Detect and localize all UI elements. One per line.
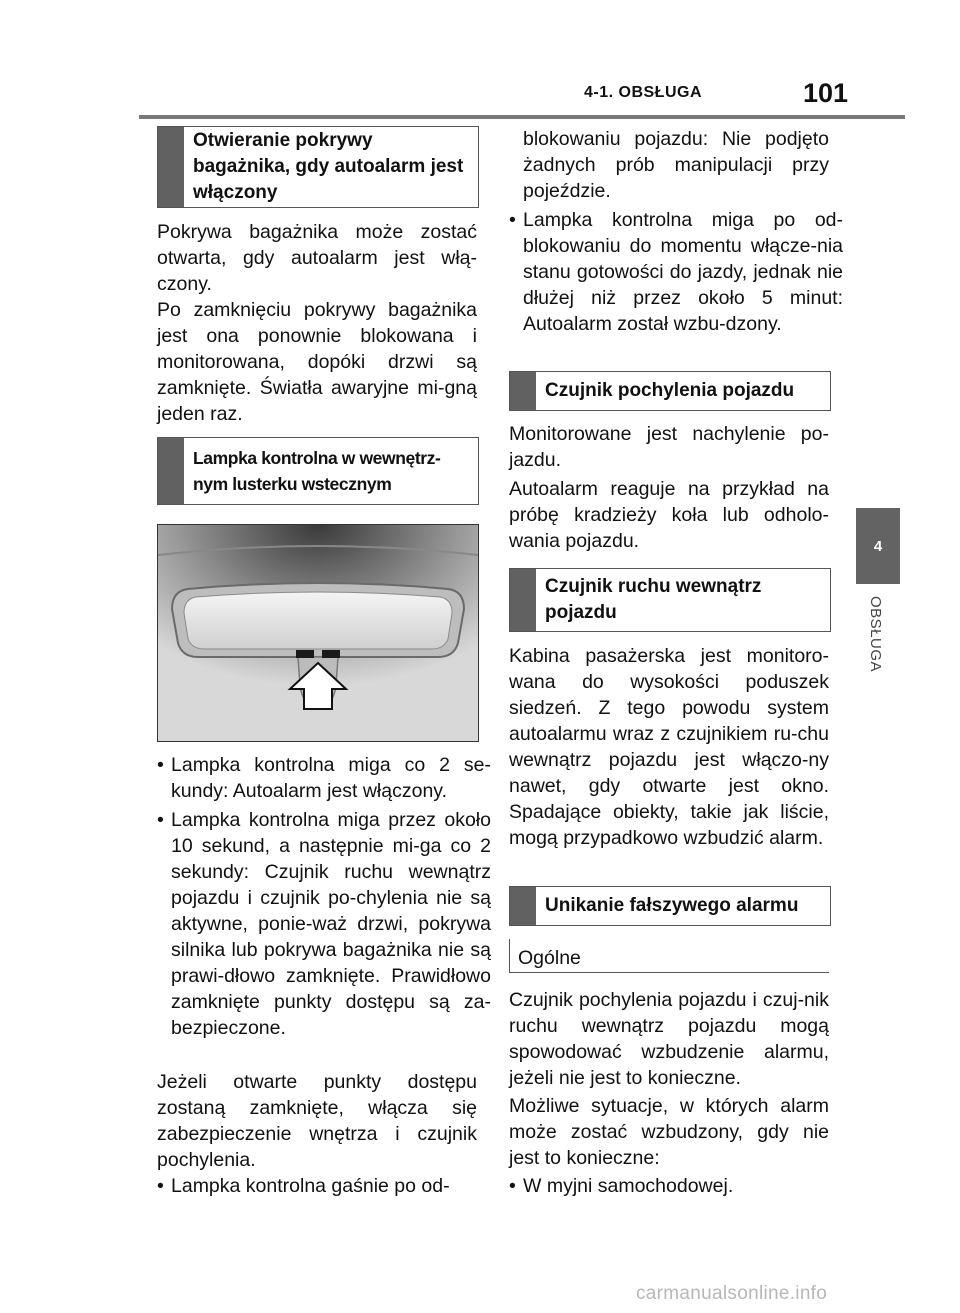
bullet-item <box>509 1173 843 1199</box>
bullet-item <box>509 207 843 337</box>
heading-title: Czujnik ruchu wewnątrz pojazdu <box>545 576 762 623</box>
header-section-title: 4-1. OBSŁUGA <box>583 84 702 101</box>
bullet-text: Lampka kontrolna gaśnie po od- <box>171 1175 450 1197</box>
heading-title: Czujnik pochylenia pojazdu <box>545 380 795 401</box>
paragraph: Monitorowane jest nachylenie po-jazdu. <box>509 423 829 471</box>
paragraph: Autoalarm reaguje na przykład na próbę kradzieży koła lub odholo-wania pojazdu. <box>509 478 829 552</box>
chapter-tab[interactable] <box>856 508 900 584</box>
bullet-text: W myjni samochodowej. <box>523 1175 734 1197</box>
paragraph: Po zamknięciu pokrywy bagażnika jest ona ponownie blokowana i monitorowana, dopóki drzwi są zamknięte. Światła awaryjne mi-gną jeden raz. <box>157 299 477 425</box>
paragraph: Możliwe sytuacje, w których alarm może zostać wzbudzony, gdy nie jest to konieczne: <box>509 1095 829 1169</box>
subheading-general: Ogólne <box>509 939 829 973</box>
chapter-label: OBSŁUGA <box>867 596 884 673</box>
rearview-mirror-illustration <box>157 524 479 742</box>
bullet-symbol: • <box>509 209 516 231</box>
paragraph: Jeżeli otwarte punkty dostępu zostaną zamknięte, włącza się zabezpieczenie wnętrza i czujnik pochylenia. <box>157 1071 477 1171</box>
heading-box-false-alarm <box>509 886 831 926</box>
mirror-drawing <box>158 525 478 741</box>
bullet-text: Lampka kontrolna miga co 2 se-kundy: Autoalarm jest włączony. <box>171 754 491 802</box>
heading-bar <box>510 372 536 410</box>
heading-bar <box>510 569 536 631</box>
watermark-url: carmanualsonline.info <box>636 1283 828 1304</box>
paragraph-continuation: blokowaniu pojazdu: Nie podjęto żadnych prób manipulacji przy pojeździe. <box>523 128 829 202</box>
bullet-item <box>157 807 491 1041</box>
paragraph: Pokrywa bagażnika może zostać otwarta, gdy autoalarm jest włą-czony. <box>157 221 477 295</box>
heading-title: Otwieranie pokrywy bagażnika, gdy autoalarm jest włączony <box>193 130 464 203</box>
heading-box-indicator-lamp <box>157 437 479 505</box>
heading-box-motion-sensor <box>509 568 831 632</box>
bullet-text: Lampka kontrolna miga przez około 10 sekund, a następnie mi-ga co 2 sekundy: Czujnik ruchu wewnątrz pojazdu i czujnik po-chylenia nie są aktywne, ponie-waż drzwi, pokrywa silnika lub pokrywa bagażnika nie są prawi-dłowo zamknięte. Prawidłowo zamknięte punkty dostępu są za-bezpieczone. <box>171 809 491 1039</box>
heading-bar <box>158 438 184 504</box>
bullet-symbol: • <box>157 809 164 831</box>
paragraph: Kabina pasażerska jest monitoro-wana do wysokości poduszek siedzeń. Z tego powodu system autoalarmu wraz z czujnikiem ru-chu wewnątrz pojazdu jest włączo-ny nawet, gdy otwarte jest okno. Spadające obiekty, takie jak liście, mogą przypadkowo wzbudzić alarm. <box>509 645 829 849</box>
heading-box-trunk-opening <box>157 126 479 208</box>
page-number: 101 <box>803 78 849 108</box>
bullet-text: Lampka kontrolna miga po od-blokowaniu do momentu włącze-nia stanu gotowości do jazdy, jednak nie dłużej niż przez około 5 minut: Autoalarm został wzbu-dzony. <box>523 209 843 335</box>
bullet-symbol: • <box>157 1175 164 1197</box>
heading-bar <box>158 127 184 207</box>
bullet-item <box>157 752 491 804</box>
bullet-symbol: • <box>157 754 164 776</box>
heading-bar <box>510 887 536 925</box>
paragraph: Czujnik pochylenia pojazdu i czuj-nik ruchu wewnątrz pojazdu mogą spowodować wzbudzenie alarmu, jeżeli nie jest to konieczne. <box>509 989 829 1089</box>
heading-box-tilt-sensor <box>509 371 831 411</box>
heading-title: Lampka kontrolna w wewnętrz-nym lusterku wstecznym <box>193 448 441 494</box>
header-divider <box>139 115 905 119</box>
chapter-number: 4 <box>873 537 883 555</box>
bullet-item <box>157 1173 491 1199</box>
heading-title: Unikanie fałszywego alarmu <box>545 895 799 916</box>
bullet-symbol: • <box>509 1175 516 1197</box>
